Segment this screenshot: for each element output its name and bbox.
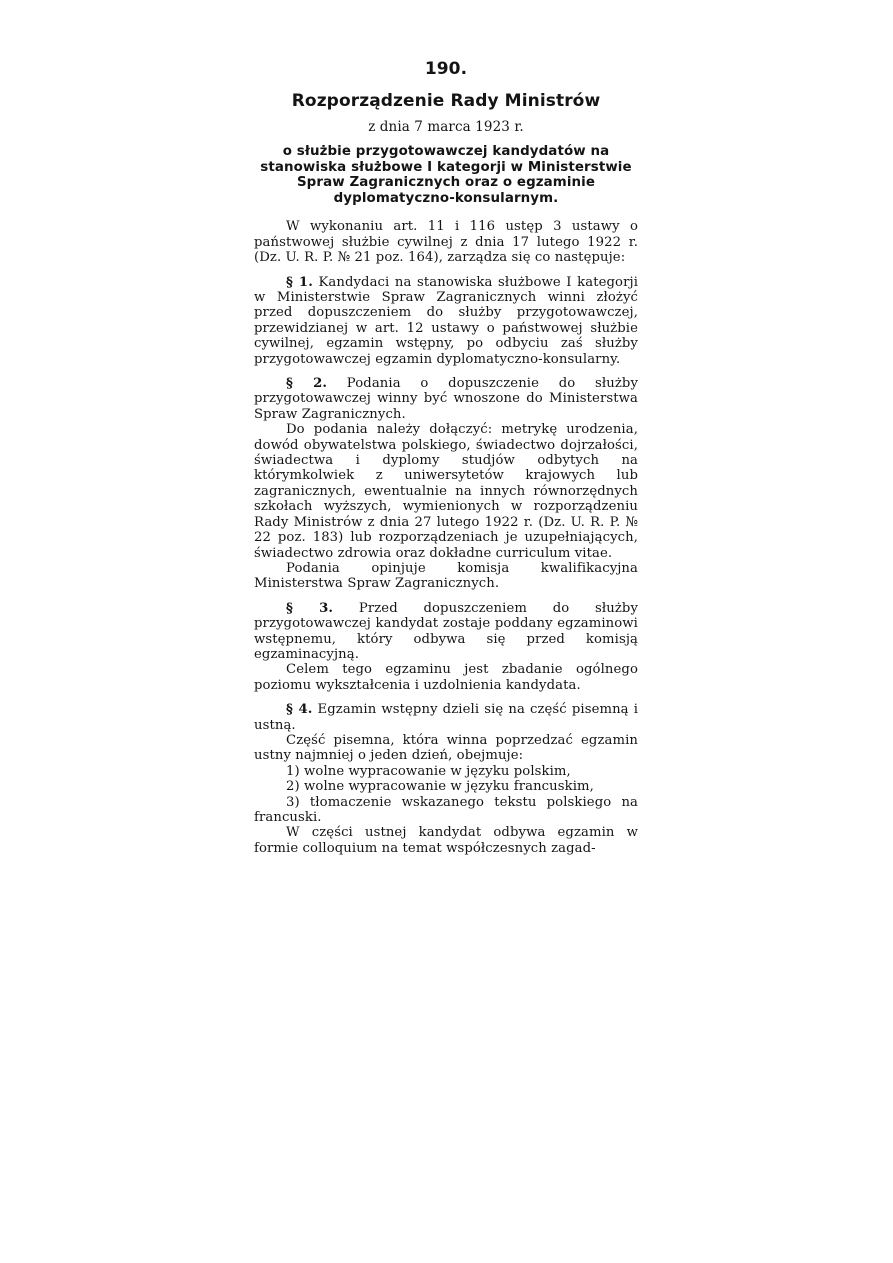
document-page: [254, 58, 638, 856]
section-3-paragraph: [254, 601, 638, 663]
section-4-label: § 4.: [286, 702, 313, 718]
section-3-text: Przed dopuszczeniem do służby przygotowawczej kandydat zostaje poddany egzaminowi wstępnemu, który odbywa się przed komisją egzaminacyjną.: [254, 600, 639, 662]
section-2-paragraph: [254, 376, 638, 422]
section-4-item-1: 1) wolne wypracowanie w języku polskim,: [286, 763, 571, 779]
section-2-opinion: Podania opinjuje komisja kwalifikacyjna Ministerstwa Spraw Zagranicznych.: [254, 560, 638, 592]
page-number: 190.: [424, 59, 468, 79]
section-2-text: Podania o dopuszczenie do służby przygotowawczej winny być wnoszone do Ministerstwa Spraw Zagranicznych.: [254, 376, 638, 422]
section-2-label: § 2.: [286, 376, 328, 392]
section-4-written-intro: Część pisemna, która winna poprzedzać egzamin ustny najmniej o jeden dzień, obejmuje:: [254, 732, 638, 764]
section-2-attachments: Do podania należy dołączyć: metrykę urodzenia, dowód obywatelstwa polskiego, świadectwo dojrzałości, świadectwa i dyplomy studjów odbytych na którymkolwiek z uniwersytetów krajowych lub zagranicznych, ewentualnie na innych równorzędnych szkołach wyższych, wymienionych w rozporządzeniu Rady Ministrów z dnia 27 lutego 1922 r. (Dz. U. R. P. № 22 poz. 183) lub rozporządzeniach je uzupełniających, świadectwo zdrowia oraz dokładne curriculum vitae.: [254, 422, 638, 561]
section-1-label: § 1.: [286, 274, 313, 290]
section-4-paragraph: [254, 702, 638, 733]
document-subject: o służbie przygotowawczej kandydatów na stanowiska służbowe I kategorji w Ministerstwie Spraw Zagranicznych oraz o egzaminie dyplomatyczno-konsularnym.: [260, 144, 632, 206]
document-date: z dnia 7 marca 1923 r.: [368, 119, 524, 135]
section-4-intro: Egzamin wstępny dzieli się na część pisemną i ustną.: [254, 702, 639, 733]
section-4-item-2: 2) wolne wypracowanie w języku francuskim,: [286, 779, 594, 795]
section-4-oral: W części ustnej kandydat odbywa egzamin w formie colloquium na temat współczesnych zagad-: [254, 825, 638, 856]
section-3-purpose: Celem tego egzaminu jest zbadanie ogólnego poziomu wykształcenia i uzdolnienia kandydata.: [254, 662, 638, 693]
preamble: W wykonaniu art. 11 i 116 ustęp 3 ustawy o państwowej służbie cywilnej z dnia 17 lutego 1922 r. (Dz. U. R. P. № 21 poz. 164), zarządza się co następuje:: [254, 219, 638, 266]
section-1-text: Kandydaci na stanowiska służbowe I kategorji w Ministerstwie Spraw Zagranicznych winni złożyć przed dopuszczeniem do służby przygotowawczej, przewidzianej w art. 12 ustawy o państwowej służbie cywilnej, egzamin wstępny, po odbyciu zaś służby przygotowawczej egzamin dyplomatyczno-konsularny.: [254, 274, 639, 367]
document-title: Rozporządzenie Rady Ministrów: [291, 91, 601, 111]
section-3-label: § 3.: [286, 600, 334, 616]
section-4-item-3: 3) tłomaczenie wskazanego tekstu polskiego na francuski.: [254, 794, 638, 825]
section-1-paragraph: [254, 275, 638, 367]
